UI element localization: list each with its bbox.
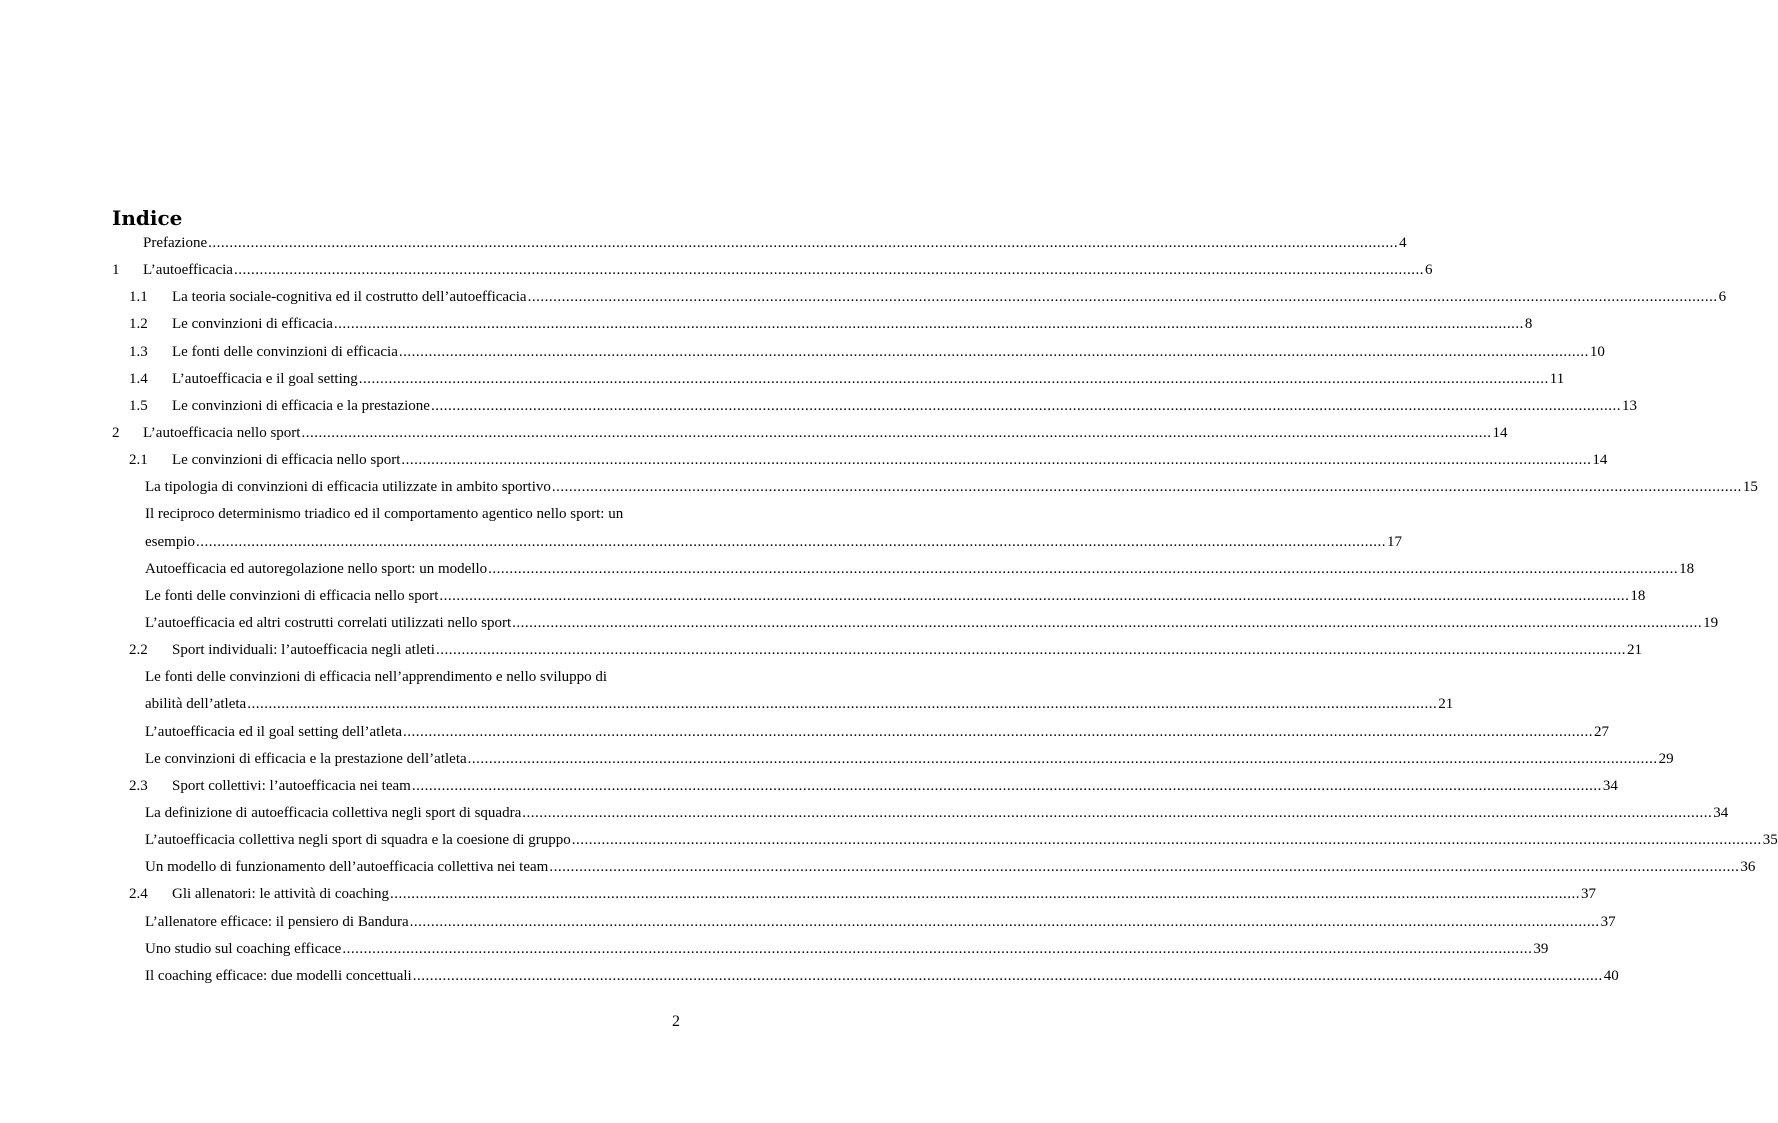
toc-entry-row: [129, 881, 1597, 908]
toc-entry-page: 34: [1602, 777, 1618, 794]
toc-entry-row: [112, 257, 1433, 284]
dot-leader: [439, 583, 1629, 610]
dot-leader: [572, 827, 1762, 854]
toc-entry-page: 14: [1592, 452, 1608, 469]
toc-entry-title: La tipologia di convinzioni di efficacia utilizzate in ambito sportivo: [145, 479, 551, 496]
toc-entry-title: L’autoefficacia: [143, 262, 233, 279]
toc-entry-title: Sport individuali: l’autoefficacia negli atleti: [172, 642, 435, 659]
toc-entry-page: 18: [1630, 587, 1646, 604]
toc-entry-number: 1.1: [129, 289, 148, 306]
dot-leader: [359, 366, 1549, 393]
table-of-contents: [0, 230, 1778, 990]
toc-entry-title: L’autoefficacia collettiva negli sport di squadra e la coesione di gruppo: [145, 832, 571, 849]
dot-leader: [412, 773, 1602, 800]
toc-entry-row: [129, 339, 1605, 366]
toc-entry-row: [145, 556, 1695, 583]
toc-entry-title: Sport collettivi: l’autoefficacia nei team: [172, 777, 411, 794]
toc-entry[interactable]: [0, 447, 1608, 474]
toc-entry-title: Autoefficacia ed autoregolazione nello sport: un modello: [145, 560, 488, 577]
toc-entry-page: 11: [1549, 370, 1565, 387]
toc-entry[interactable]: [0, 664, 794, 691]
toc-entry[interactable]: [0, 366, 1565, 393]
dot-leader: [234, 257, 1424, 284]
toc-entry-page: 17: [1387, 533, 1402, 550]
dot-leader: [390, 881, 1580, 908]
toc-entry[interactable]: [0, 393, 1637, 420]
dot-leader: [399, 339, 1589, 366]
toc-entry-title: Le convinzioni di efficacia e la prestazione dell’atleta: [145, 750, 467, 767]
dot-leader: [247, 691, 1437, 718]
dot-leader: [522, 800, 1712, 827]
dot-leader: [468, 746, 1658, 773]
toc-entry-title: Le fonti delle convinzioni di efficacia nello sport: [145, 587, 439, 604]
toc-entry[interactable]: [0, 963, 1619, 990]
toc-entry[interactable]: [0, 556, 1695, 583]
toc-entry-row: [129, 393, 1637, 420]
dot-leader: [552, 474, 1742, 501]
toc-entry-title: La definizione di autoefficacia collettiva negli sport di squadra: [145, 804, 522, 821]
dot-leader: [413, 963, 1603, 990]
toc-entry-row: [129, 773, 1618, 800]
toc-entry-title: La teoria sociale-cognitiva ed il costrutto dell’autoefficacia: [172, 289, 527, 306]
toc-entry-title: Le fonti delle convinzioni di efficacia nell’apprendimento e nello sviluppo di: [145, 669, 608, 686]
toc-entry-row: [129, 366, 1565, 393]
toc-entry[interactable]: [0, 339, 1605, 366]
toc-entry[interactable]: [0, 311, 1533, 338]
toc-entry-row: [145, 501, 681, 528]
toc-entry[interactable]: [0, 800, 1729, 827]
toc-entry-page: 21: [1438, 696, 1454, 713]
toc-entry[interactable]: [0, 583, 1646, 610]
toc-entry[interactable]: [0, 637, 1642, 664]
toc-entry-title: Le convinzioni di efficacia: [172, 316, 333, 333]
toc-entry[interactable]: [0, 854, 1756, 881]
toc-entry-title: L’autoefficacia ed il goal setting dell’atleta: [145, 723, 402, 740]
toc-entry-row: [129, 284, 1727, 311]
toc-entry[interactable]: [0, 909, 1616, 936]
toc-entry-title: Prefazione: [143, 235, 208, 251]
toc-entry-page: 8: [1524, 316, 1533, 333]
toc-entry[interactable]: [0, 719, 1609, 746]
toc-entry[interactable]: [0, 529, 1402, 556]
page-title: Indice: [112, 206, 183, 230]
toc-entry-title: Gli allenatori: le attività di coaching: [172, 886, 390, 903]
dot-leader: [431, 393, 1621, 420]
toc-entry-number: 2: [112, 424, 120, 441]
dot-leader: [436, 637, 1626, 664]
toc-entry-row: [145, 610, 1719, 637]
toc-entry[interactable]: [0, 420, 1508, 447]
dot-leader: [403, 719, 1593, 746]
toc-entry-page: 27: [1593, 723, 1609, 740]
toc-entry[interactable]: [0, 474, 1758, 501]
toc-entry-title: Il reciproco determinismo triadico ed il comportamento agentico nello sport: un: [145, 506, 624, 523]
toc-entry-row: [145, 854, 1756, 881]
toc-entry-row: [145, 664, 681, 691]
toc-entry-page: 10: [1589, 343, 1605, 360]
toc-entry-title: L’autoefficacia ed altri costrutti correlati utilizzati nello sport: [145, 614, 512, 631]
toc-entry[interactable]: [0, 230, 1407, 257]
toc-entry[interactable]: [0, 257, 1433, 284]
toc-entry-page: 6: [1424, 262, 1433, 279]
toc-entry-row: [145, 936, 1549, 963]
dot-leader: [410, 909, 1600, 936]
toc-entry-row: [145, 583, 1646, 610]
toc-entry-row: [145, 963, 1619, 990]
toc-entry-title: Un modello di funzionamento dell’autoefficacia collettiva nei team: [145, 859, 549, 876]
toc-entry-page: 35: [1762, 832, 1778, 849]
toc-entry-page: 36: [1740, 859, 1756, 876]
toc-entry-title: Le convinzioni di efficacia nello sport: [172, 452, 401, 469]
toc-entry-page: 18: [1679, 560, 1695, 577]
toc-entry[interactable]: [0, 284, 1727, 311]
toc-entry[interactable]: [0, 501, 794, 528]
toc-entry-title: abilità dell’atleta: [145, 696, 247, 713]
toc-entry[interactable]: [0, 827, 1778, 854]
toc-entry[interactable]: [0, 881, 1597, 908]
toc-entry-number: 2.3: [129, 777, 148, 794]
toc-entry-title: L’allenatore efficace: il pensiero di Bandura: [145, 913, 409, 930]
dot-leader: [301, 420, 1491, 447]
toc-entry-page: 13: [1621, 397, 1637, 414]
toc-entry-page: 37: [1600, 913, 1616, 930]
dot-leader: [401, 447, 1591, 474]
toc-entry-number: 1.2: [129, 316, 148, 333]
toc-entry-number: 1.4: [129, 370, 148, 387]
toc-entry-page: 6: [1718, 289, 1727, 306]
dot-leader: [512, 610, 1702, 637]
toc-entry-row: [129, 447, 1608, 474]
toc-entry-number: 2.4: [129, 886, 148, 903]
toc-entry-page: 29: [1658, 750, 1674, 767]
toc-entry-number: 1.3: [129, 343, 148, 360]
toc-entry-number: 2.2: [129, 642, 148, 659]
toc-entry[interactable]: [0, 610, 1719, 637]
dot-leader: [528, 284, 1718, 311]
toc-entry-title: Uno studio sul coaching efficace: [145, 940, 342, 957]
toc-entry-row: [145, 691, 1454, 718]
toc-entry-page: 40: [1603, 967, 1619, 984]
toc-entry[interactable]: [0, 746, 1674, 773]
toc-entry-row: [112, 420, 1508, 447]
toc-entry-title: L’autoefficacia nello sport: [143, 424, 301, 441]
toc-entry-title: Il coaching efficace: due modelli concettuali: [145, 967, 412, 984]
toc-entry-row: [145, 827, 1778, 854]
dot-leader: [342, 936, 1532, 963]
toc-entry-page: 4: [1399, 235, 1407, 251]
toc-entry-page: 37: [1581, 886, 1597, 903]
toc-entry-row: [129, 637, 1642, 664]
toc-entry-number: 1: [112, 262, 120, 279]
toc-entry[interactable]: [0, 691, 1454, 718]
toc-entry-page: 19: [1703, 614, 1719, 631]
toc-entry-page: 39: [1533, 940, 1549, 957]
toc-entry-row: [145, 800, 1729, 827]
toc-entry-row: [145, 746, 1674, 773]
dot-leader: [488, 556, 1678, 583]
dot-leader: [196, 529, 1386, 556]
toc-entry-title: L’autoefficacia e il goal setting: [172, 370, 358, 387]
toc-entry-title: esempio: [145, 533, 195, 550]
toc-entry[interactable]: [0, 936, 1549, 963]
toc-entry-title: Le fonti delle convinzioni di efficacia: [172, 343, 398, 360]
page-number: 2: [672, 1013, 680, 1030]
toc-entry-row: [145, 719, 1609, 746]
toc-entry-page: 21: [1626, 642, 1642, 659]
toc-entry-row: [145, 474, 1758, 501]
toc-entry[interactable]: [0, 773, 1618, 800]
dot-leader: [549, 854, 1739, 881]
toc-entry-row: [145, 529, 1402, 556]
toc-entry-title: Le convinzioni di efficacia e la prestazione: [172, 397, 430, 414]
toc-entry-row: [129, 311, 1533, 338]
toc-entry-page: 14: [1492, 424, 1508, 441]
dot-leader: [334, 311, 1524, 338]
toc-entry-page: 15: [1742, 479, 1758, 496]
toc-entry-row: [112, 230, 1407, 257]
toc-entry-number: 1.5: [129, 397, 148, 414]
dot-leader: [208, 230, 1398, 257]
toc-entry-number: 2.1: [129, 452, 148, 469]
toc-entry-page: 34: [1713, 804, 1729, 821]
toc-entry-row: [145, 909, 1616, 936]
